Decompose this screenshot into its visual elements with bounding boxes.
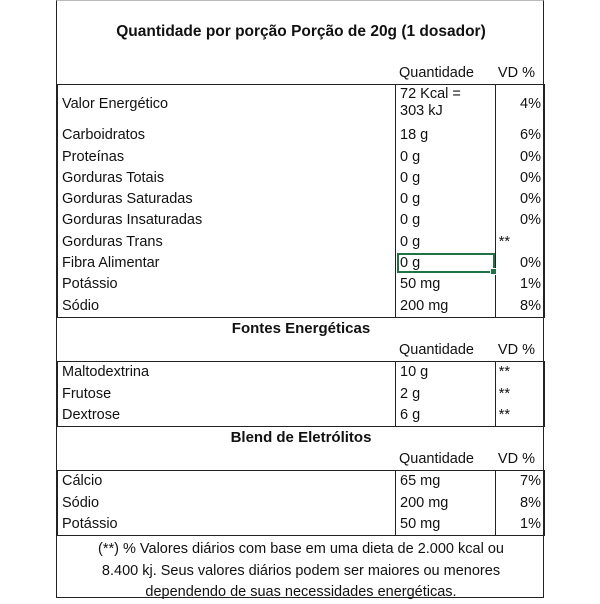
table-row[interactable]: Gorduras Saturadas 0 g 0% xyxy=(62,191,541,208)
table-row[interactable]: Sódio 200 mg 8% xyxy=(62,297,541,314)
table-row[interactable]: Valor Energético 72 Kcal = 303 kJ 4% xyxy=(62,86,541,120)
table-row[interactable]: Cálcio 65 mg 7% xyxy=(62,473,541,490)
table-row[interactable]: Gorduras Totais 0 g 0% xyxy=(62,169,541,186)
table-row[interactable]: Potássio 50 mg 1% xyxy=(62,276,541,293)
footnote-line-3: dependendo de suas necessidades energéticas. xyxy=(145,584,457,600)
section-title-fontes: Fontes Energéticas xyxy=(231,319,371,337)
table-row[interactable]: Dextrose 6 g ** xyxy=(62,406,510,423)
nutrients-grid xyxy=(57,63,545,536)
column-header-row: Quantidade VD % xyxy=(399,451,535,468)
table-row[interactable]: Maltodextrina 10 g ** xyxy=(62,364,510,381)
quantidade-header: Quantidade xyxy=(399,65,474,81)
table-row[interactable]: Gorduras Insaturadas 0 g 0% xyxy=(62,212,541,229)
table-title: Quantidade por porção Porção de 20g (1 dosador) xyxy=(116,23,486,40)
footnote-line-1: (**) % Valores diários com base em uma dieta de 2.000 kcal ou xyxy=(98,541,504,557)
table-row[interactable]: Gorduras Trans 0 g ** xyxy=(62,233,510,250)
table-row[interactable]: Potássio 50 mg 1% xyxy=(62,516,541,533)
nutrients-box xyxy=(57,84,545,318)
section-title-blend: Blend de Eletrólitos xyxy=(230,429,372,447)
table-row[interactable]: Carboidratos 18 g 6% xyxy=(62,127,541,144)
vd-header: VD % xyxy=(497,65,535,81)
column-header-row: Quantidade VD % xyxy=(399,341,535,358)
table-row[interactable]: Sódio 200 mg 8% xyxy=(62,494,541,511)
table-row[interactable]: Fibra Alimentar 0 g 0% xyxy=(58,253,544,274)
nutrition-table xyxy=(56,0,544,598)
column-header-row xyxy=(57,63,545,84)
table-row[interactable]: Frutose 2 g ** xyxy=(62,385,510,402)
table-row[interactable]: Proteínas 0 g 0% xyxy=(62,148,541,165)
footnote-line-2: 8.400 kj. Seus valores diários podem ser maiores ou menores xyxy=(101,562,501,579)
fontes-box xyxy=(57,361,545,427)
blend-box xyxy=(57,470,545,536)
footnote xyxy=(57,539,545,604)
